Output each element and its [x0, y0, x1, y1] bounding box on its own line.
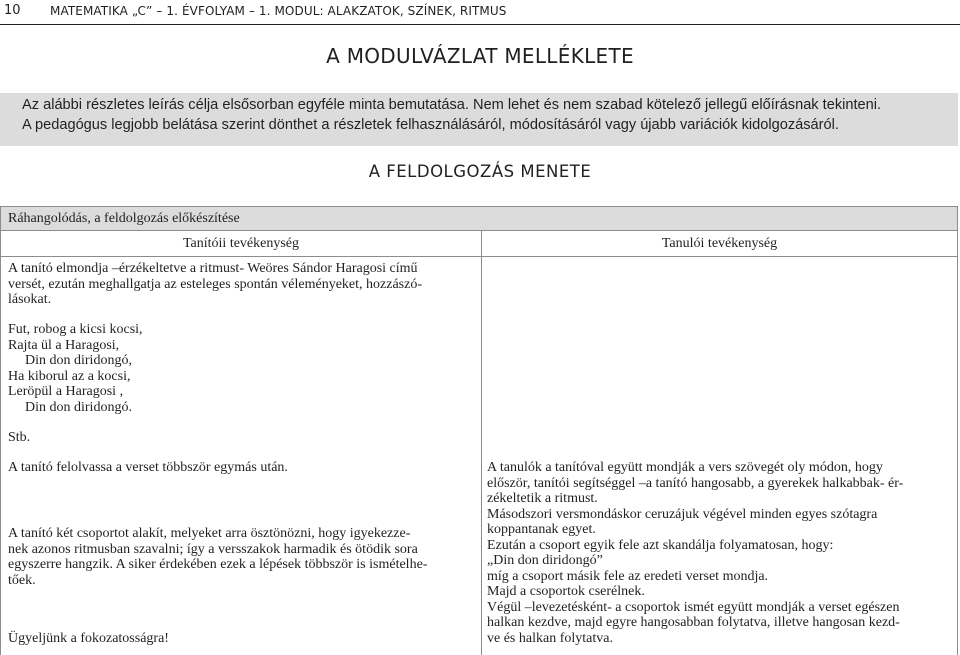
phase-header	[0, 206, 958, 231]
poem-line: Fut, robog a kicsi kocsi,	[8, 322, 143, 337]
student-line: koppantanak egyet.	[487, 522, 596, 537]
section-title: A FELDOLGOZÁS MENETE	[368, 162, 592, 181]
running-title: MATEMATIKA „C” – 1. ÉVFOLYAM – 1. MODUL: ALAKZATOK, SZÍNEK, RITMUS	[50, 4, 507, 18]
teacher-groups-line: A tanító két csoportot alakít, melyeket arra ösztönözni, hogy igyekezze-	[8, 526, 411, 541]
student-line: A tanulók a tanítóval együtt mondják a vers szövegét oly módon, hogy	[487, 460, 883, 475]
gradual-note: Ügyeljünk a fokozatosságra!	[8, 631, 169, 646]
column-divider	[481, 231, 482, 655]
running-header	[0, 0, 960, 26]
activity-table	[0, 231, 958, 655]
poem-line: Rajta ül a Haragosi,	[8, 337, 120, 353]
student-line: először, tanítói segítséggel –a tanító hangosabb, a gyerekek halkabbak- ér-	[487, 475, 904, 491]
student-line: „Din don diridongó”	[487, 553, 603, 568]
teacher-groups-line: tőek.	[8, 572, 36, 588]
disclaimer-line-1: Az alábbi részletes leírás célja elsősorban egyféle minta bemutatása. Nem lehet és nem szabad kötelező jellegű előírásnak tekinteni.	[22, 97, 882, 113]
teacher-intro-line: lásokat.	[8, 292, 52, 307]
page-title: A MODULVÁZLAT MELLÉKLETE	[326, 44, 634, 68]
poem-line: Leröpül a Haragosi ,	[8, 384, 124, 399]
teacher-reads-text: A tanító felolvassa a verset többször egymás után.	[8, 460, 288, 475]
page-number: 10	[4, 3, 21, 18]
student-line: halkan kezdve, majd egyre hangosabban folytatva, illetve hangosan kezd-	[487, 615, 900, 630]
teacher-groups-line: egyszerre hangzik. A siker érdekében ezek a lépések többször is ismételhe-	[8, 557, 428, 572]
teacher-column-header: Tanítóii tevékenység	[182, 236, 300, 251]
student-line: zékeltetik a ritmust.	[487, 491, 598, 506]
disclaimer-box	[0, 93, 958, 146]
teacher-intro-line: versét, ezután meghallgatja az esteleges spontán véleményeket, hozzászó-	[8, 276, 422, 292]
student-line: ve és halkan folytatva.	[487, 630, 613, 646]
header-rule	[0, 24, 960, 25]
phase-label: Ráhangolódás, a feldolgozás előkészítése	[8, 211, 240, 226]
student-line: Végül –levezetésként- a csoportok ismét együtt mondják a verset egészen	[487, 599, 900, 615]
etc-text: Stb.	[8, 430, 31, 445]
column-header-rule	[1, 256, 957, 257]
student-line: Ezután a csoport egyik fele azt skandálja folyamatosan, hogy:	[487, 537, 834, 553]
poem-line: Ha kiborul az a kocsi,	[8, 368, 131, 384]
student-column-header: Tanulói tevékenység	[661, 236, 778, 251]
student-line: Másodszori versmondáskor ceruzájuk végével minden egyes szótagra	[487, 506, 878, 522]
disclaimer-line-2: A pedagógus legjobb belátása szerint dönthet a részletek felhasználásáról, módosításáról vagy újabb variációk kidolgozásáról.	[22, 117, 839, 133]
teacher-groups-line: nek azonos ritmusban szavalni; így a versszakok harmadik és ötödik sora	[8, 541, 418, 557]
poem-line: Din don diridongó,	[25, 353, 132, 368]
student-line: míg a csoport másik fele az eredeti verset mondja.	[487, 568, 769, 584]
poem-line: Din don diridongó.	[25, 399, 132, 415]
student-line: Majd a csoportok cserélnek.	[487, 584, 645, 599]
teacher-intro-line: A tanító elmondja –érzékeltetve a ritmust- Weöres Sándor Haragosi című	[8, 261, 418, 276]
